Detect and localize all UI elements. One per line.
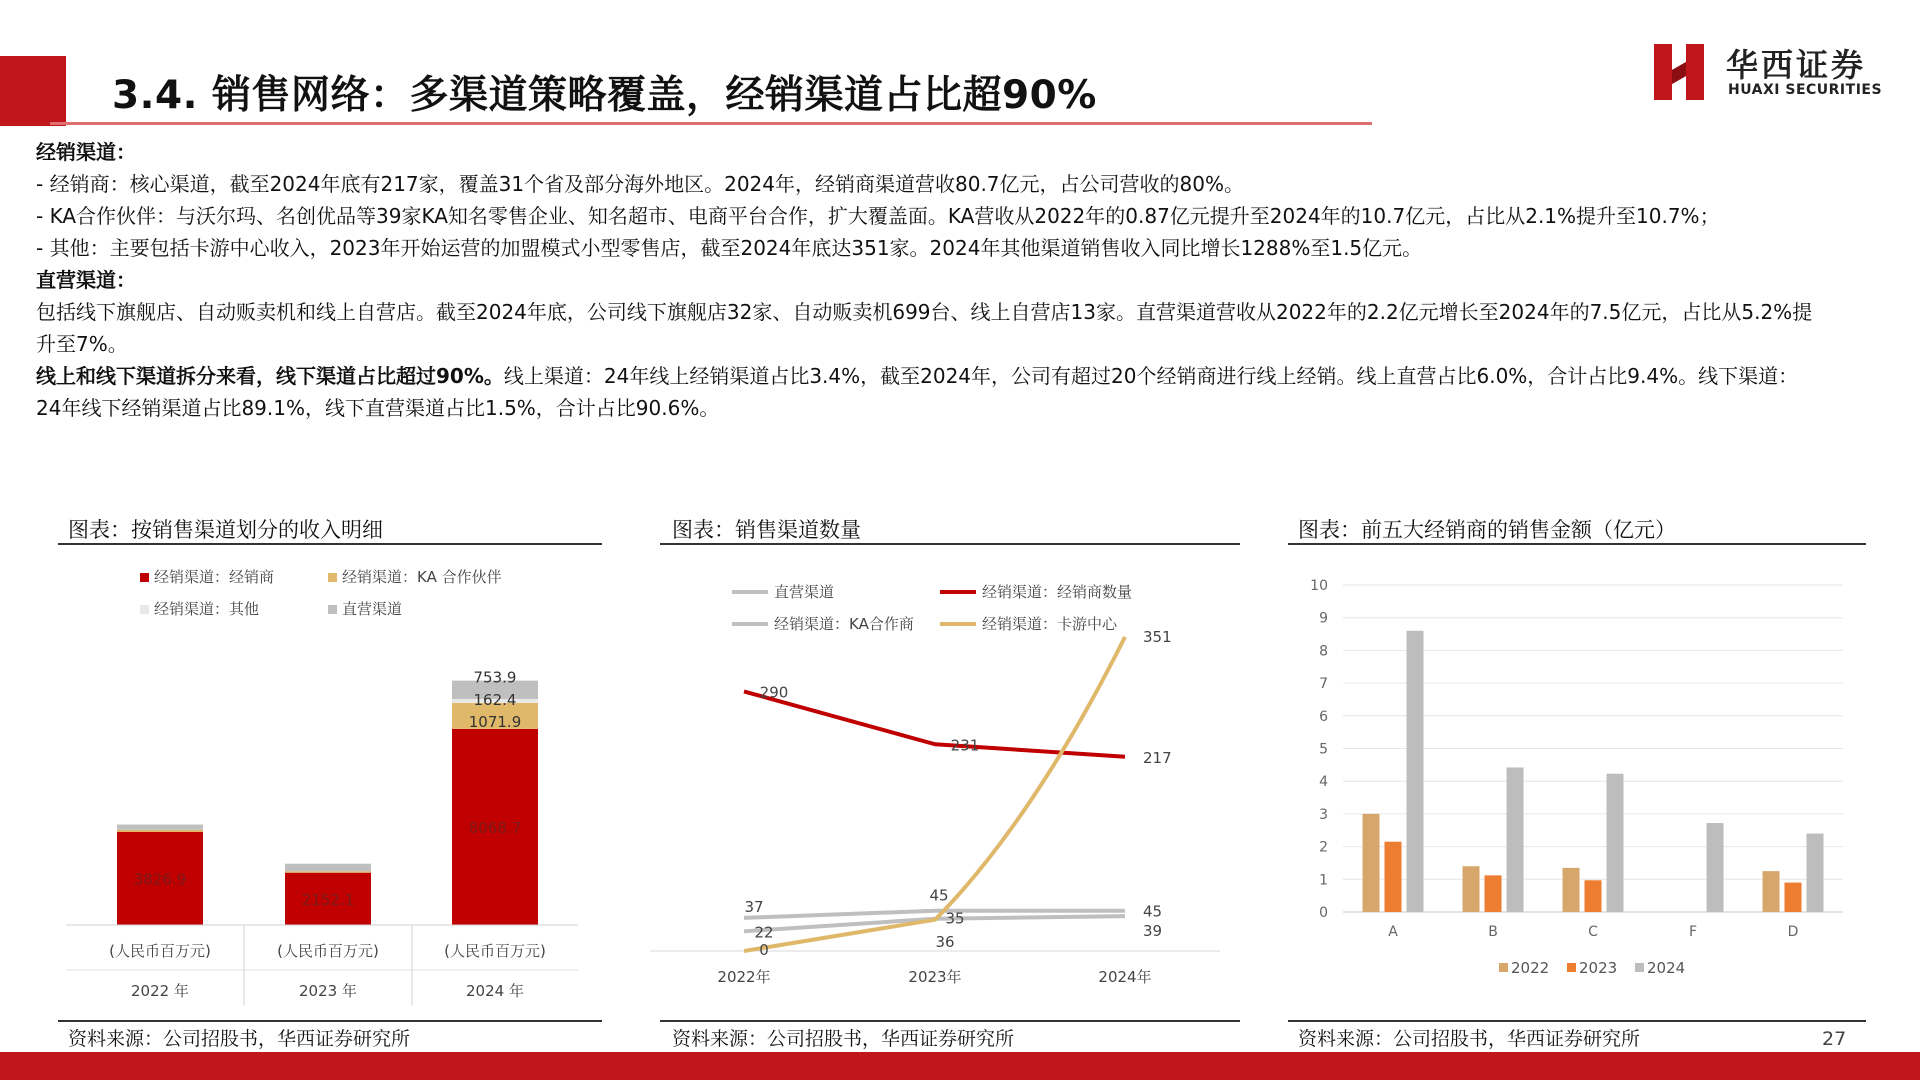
chart3-x-tick-label: A bbox=[1388, 924, 1398, 940]
chart1-legend-label: 经销渠道：经销商 bbox=[154, 568, 275, 586]
chart3-x-tick-label: C bbox=[1588, 924, 1598, 940]
paragraph-online-offline-lead: 线上和线下渠道拆分来看，线下渠道占比超过90%。 bbox=[36, 364, 504, 388]
chart1-category-unit: (人民币百万元) bbox=[109, 942, 211, 960]
chart3-legend-swatch bbox=[1567, 963, 1576, 972]
chart3-title-rule bbox=[1288, 543, 1866, 545]
chart3-bar bbox=[1607, 774, 1624, 912]
chart3-x-tick-label: B bbox=[1488, 924, 1498, 940]
chart3-bar bbox=[1363, 814, 1380, 912]
chart2-title-rule bbox=[660, 543, 1240, 545]
chart1-category-label: 2024 年 bbox=[466, 982, 524, 1000]
paragraph-distributor: - 经销商：核心渠道，截至2024年底有217家，覆盖31个省及部分海外地区。2024年，经销商渠道营收80.7亿元，占公司营收的80%。 bbox=[36, 172, 1244, 196]
paragraph-other: - 其他：主要包括卡游中心收入，2023年开始运营的加盟模式小型零售店，截至2024年底达351家。2024年其他渠道销售收入同比增长1288%至1.5亿元。 bbox=[36, 236, 1423, 260]
chart3-bar bbox=[1485, 875, 1502, 912]
chart1-bar-segment bbox=[117, 825, 203, 830]
chart3-y-tick-label: 6 bbox=[1319, 708, 1328, 725]
chart3-bar bbox=[1585, 880, 1602, 912]
chart1-legend-label: 直营渠道 bbox=[342, 600, 403, 618]
chart1-data-label: 2152.1 bbox=[301, 890, 355, 909]
paragraph-online-offline bbox=[36, 360, 1806, 424]
chart3-source: 资料来源：公司招股书，华西证券研究所 bbox=[1298, 1028, 1641, 1050]
title-underline bbox=[50, 122, 1372, 125]
chart2-line bbox=[640, 550, 1240, 1020]
chart2-legend-label: 经销渠道：经销商数量 bbox=[982, 583, 1133, 601]
title-accent-bar bbox=[0, 56, 66, 126]
chart2-legend-label: 经销渠道：卡游中心 bbox=[982, 615, 1118, 633]
logo-name-en: HUAXI SECURITIES bbox=[1728, 82, 1883, 98]
chart1-category-label: 2023 年 bbox=[299, 982, 357, 1000]
chart2-data-label: 22 bbox=[754, 923, 774, 942]
chart3-y-tick-label: 3 bbox=[1319, 806, 1328, 823]
chart2-data-label: 45 bbox=[1143, 902, 1163, 921]
page-title: 3.4. 销售网络：多渠道策略覆盖，经销渠道占比超90% bbox=[112, 73, 1097, 118]
chart2-title: 图表：销售渠道数量 bbox=[672, 518, 861, 542]
paragraph-direct: 包括线下旗舰店、自动贩卖机和线上自营店。截至2024年底，公司线下旗舰店32家、自动贩卖机699台、线上自营店13家。直营渠道营收从2022年的2.2亿元增长至2024年的7.5亿元，占比从5.2%提升至7%。 bbox=[36, 300, 1813, 356]
chart3-bar bbox=[1507, 767, 1524, 912]
paragraph-online-offline-rest: 线上渠道：24年线上经销渠道占比3.4%，截至2024年，公司有超过20个经销商进行线上经销。线上直营占比6.0%，合计占比9.4%。线下渠道：24年线下经销渠道占比89.1%，线下直营渠道占比1.5%，合计占比90.6%。 bbox=[36, 364, 1799, 420]
chart3-legend-label: 2023 bbox=[1579, 959, 1618, 977]
chart2-series-line bbox=[744, 691, 1125, 756]
chart3-bar bbox=[1707, 823, 1724, 912]
chart1-data-label: 1071.9 bbox=[468, 712, 522, 731]
chart2-data-label: 35 bbox=[945, 909, 965, 928]
chart1-legend-swatch bbox=[328, 573, 337, 582]
chart3-legend-swatch bbox=[1499, 963, 1508, 972]
chart2-data-label: 231 bbox=[950, 736, 980, 755]
chart3-bar bbox=[1763, 871, 1780, 912]
chart3-y-tick-label: 2 bbox=[1319, 839, 1328, 856]
chart3-legend-label: 2022 bbox=[1511, 959, 1550, 977]
paragraph-ka: - KA合作伙伴：与沃尔玛、名创优品等39家KA知名零售企业、知名超市、电商平台合作，扩大覆盖面。KA营收从2022年的0.87亿元提升至2024年的10.7亿元，占比从2.1%提升至10.7%； bbox=[36, 204, 1720, 228]
chart1-data-label: 753.9 bbox=[473, 668, 517, 687]
chart2-data-label: 36 bbox=[935, 932, 955, 951]
chart2-source: 资料来源：公司招股书，华西证券研究所 bbox=[672, 1028, 1015, 1050]
chart1-legend-swatch bbox=[140, 573, 149, 582]
chart2-x-tick-label: 2022年 bbox=[717, 968, 771, 986]
chart3-bar bbox=[1385, 842, 1402, 912]
chart2-data-label: 351 bbox=[1143, 627, 1172, 646]
chart3-y-tick-label: 0 bbox=[1319, 905, 1328, 921]
chart2-data-label: 290 bbox=[759, 683, 789, 702]
chart1-data-label: 162.4 bbox=[473, 690, 517, 709]
chart1-bar-segment bbox=[285, 864, 371, 872]
chart2-data-label: 45 bbox=[929, 886, 949, 905]
chart1-legend-swatch bbox=[140, 605, 149, 614]
chart3-y-tick-label: 10 bbox=[1310, 578, 1328, 594]
chart3-y-tick-label: 5 bbox=[1319, 741, 1328, 758]
chart1-source-rule bbox=[58, 1020, 602, 1022]
logo-name-cn: 华西证券 bbox=[1726, 46, 1867, 84]
chart2-source-rule bbox=[660, 1020, 1240, 1022]
chart3-legend-swatch bbox=[1635, 963, 1644, 972]
chart3-y-tick-label: 8 bbox=[1319, 643, 1328, 660]
chart1-legend-label: 经销渠道：其他 bbox=[154, 600, 260, 618]
chart3-x-tick-label: D bbox=[1787, 924, 1799, 940]
chart1-data-label: 8068.7 bbox=[468, 818, 522, 837]
chart3-title: 图表：前五大经销商的销售金额（亿元） bbox=[1298, 518, 1676, 542]
chart1-bar-segment bbox=[285, 871, 371, 872]
chart1-bar-segment bbox=[117, 830, 203, 832]
chart1-category-unit: (人民币百万元) bbox=[277, 942, 379, 960]
body-text bbox=[36, 136, 1856, 424]
huaxi-logo-icon bbox=[1652, 40, 1712, 104]
chart3-y-tick-label: 9 bbox=[1319, 610, 1328, 627]
chart2-data-label: 39 bbox=[1143, 922, 1163, 941]
chart2-data-label: 0 bbox=[759, 941, 769, 959]
chart2-data-label: 37 bbox=[744, 897, 764, 916]
chart1-data-label: 3826.9 bbox=[133, 870, 187, 889]
chart3-y-tick-label: 7 bbox=[1319, 676, 1328, 693]
chart2-legend-label: 直营渠道 bbox=[774, 583, 835, 601]
chart3-bar bbox=[1785, 883, 1802, 912]
chart3-y-tick-label: 4 bbox=[1319, 774, 1328, 791]
chart1-source: 资料来源：公司招股书，华西证券研究所 bbox=[68, 1028, 411, 1050]
chart3-legend-label: 2024 bbox=[1647, 959, 1686, 977]
footer-bar bbox=[0, 1052, 1920, 1080]
chart1-category-unit: (人民币百万元) bbox=[444, 942, 546, 960]
chart3-grouped-bar bbox=[1288, 550, 1866, 1020]
chart3-source-rule bbox=[1288, 1020, 1866, 1022]
chart1-category-label: 2022 年 bbox=[131, 982, 189, 1000]
chart1-legend-swatch bbox=[328, 605, 337, 614]
chart3-bar bbox=[1563, 868, 1580, 912]
chart1-title: 图表：按销售渠道划分的收入明细 bbox=[68, 518, 383, 542]
section-heading-distribution: 经销渠道： bbox=[36, 140, 136, 164]
chart2-x-tick-label: 2023年 bbox=[908, 968, 962, 986]
chart1-stacked-bar bbox=[58, 550, 602, 1020]
chart3-bar bbox=[1407, 631, 1424, 912]
chart1-title-rule bbox=[58, 543, 602, 545]
chart3-bar bbox=[1463, 866, 1480, 912]
chart3-x-tick-label: F bbox=[1688, 924, 1698, 940]
chart3-y-tick-label: 1 bbox=[1319, 872, 1328, 889]
chart2-data-label: 217 bbox=[1143, 748, 1172, 767]
chart1-legend-label: 经销渠道：KA 合作伙伴 bbox=[342, 568, 502, 586]
chart3-bar bbox=[1807, 834, 1824, 912]
section-heading-direct: 直营渠道： bbox=[36, 268, 136, 292]
page-number: 27 bbox=[1822, 1028, 1847, 1050]
chart2-x-tick-label: 2024年 bbox=[1098, 968, 1152, 986]
chart2-legend-label: 经销渠道：KA合作商 bbox=[774, 615, 914, 633]
